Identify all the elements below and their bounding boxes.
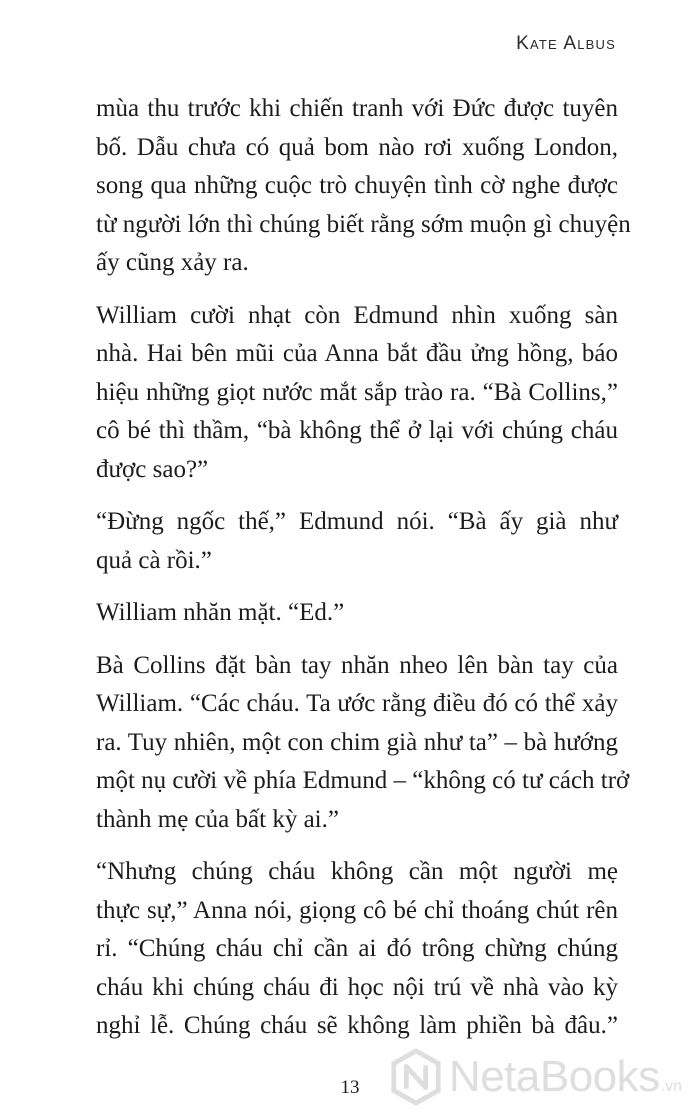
text-line: “Đừng ngốc thế,” Edmund nói. “Bà ấy già như [96,508,618,535]
text-line: ấy cũng xảy ra. [96,249,249,276]
running-head: Kate Albus [516,33,616,54]
text-line: thực sự,” Anna nói, giọng cô bé chỉ thoáng chút rên [96,896,618,924]
text-line: William nhăn mặt. “Ed.” [96,599,345,626]
text-line: mùa thu trước khi chiến tranh với Đức được tuyên [96,95,618,122]
text-line: song qua những cuộc trò chuyện tình cờ nghe được [96,172,618,199]
paragraph-6 [96,853,618,1046]
text-line: được sao?” [96,455,209,483]
text-line: William cười nhạt còn Edmund nhìn xuống sàn [96,301,618,329]
text-line: từ người lớn thì chúng biết rằng sớm muộn gì chuyện [96,210,631,238]
paragraph-3 [96,503,618,580]
text-line: quả cà rồi.” [96,546,212,574]
paragraph-5 [96,647,630,840]
text-line: thành mẹ của bất kỳ ai.” [96,805,339,833]
page-number: 13 [340,1077,360,1098]
text-line: William. “Các cháu. Ta ước rằng điều đó có thể xảy [96,690,618,717]
text-line: hiệu những giọt nước mắt sắp trào ra. “Bà Collins,” [96,378,618,406]
text-line: Bà Collins đặt bàn tay nhăn nheo lên bàn tay của [96,651,618,679]
netabooks-logo-icon [387,1048,445,1106]
text-line: bố. Dẫu chưa có quả bom nào rơi xuống London, [96,133,618,161]
watermark-brand: NetaBooks [448,1052,660,1101]
watermark [387,1048,682,1106]
text-line: nhà. Hai bên mũi của Anna bắt đầu ửng hồng, báo [96,340,618,367]
text-line: nghỉ lễ. Chúng cháu sẽ không làm phiền bà đâu.” [96,1012,618,1039]
watermark-suffix: .vn [660,1078,682,1095]
paragraph-1 [96,90,631,283]
text-line: ra. Tuy nhiên, một con chim già như ta” – bà hướng [96,728,618,756]
text-line: cháu khi chúng cháu đi học nội trú về nhà vào kỳ [96,973,618,1001]
text-line: một nụ cười về phía Edmund – “không có tư cách trở [96,767,630,794]
body-text [96,90,631,1060]
paragraph-4 [96,594,618,633]
text-line: rỉ. “Chúng cháu chỉ cần ai đó trông chừng chúng [96,935,618,962]
text-line: “Nhưng chúng cháu không cần một người mẹ [96,858,618,885]
text-line: cô bé thì thầm, “bà không thể ở lại với chúng cháu [96,417,618,444]
paragraph-2 [96,297,618,490]
